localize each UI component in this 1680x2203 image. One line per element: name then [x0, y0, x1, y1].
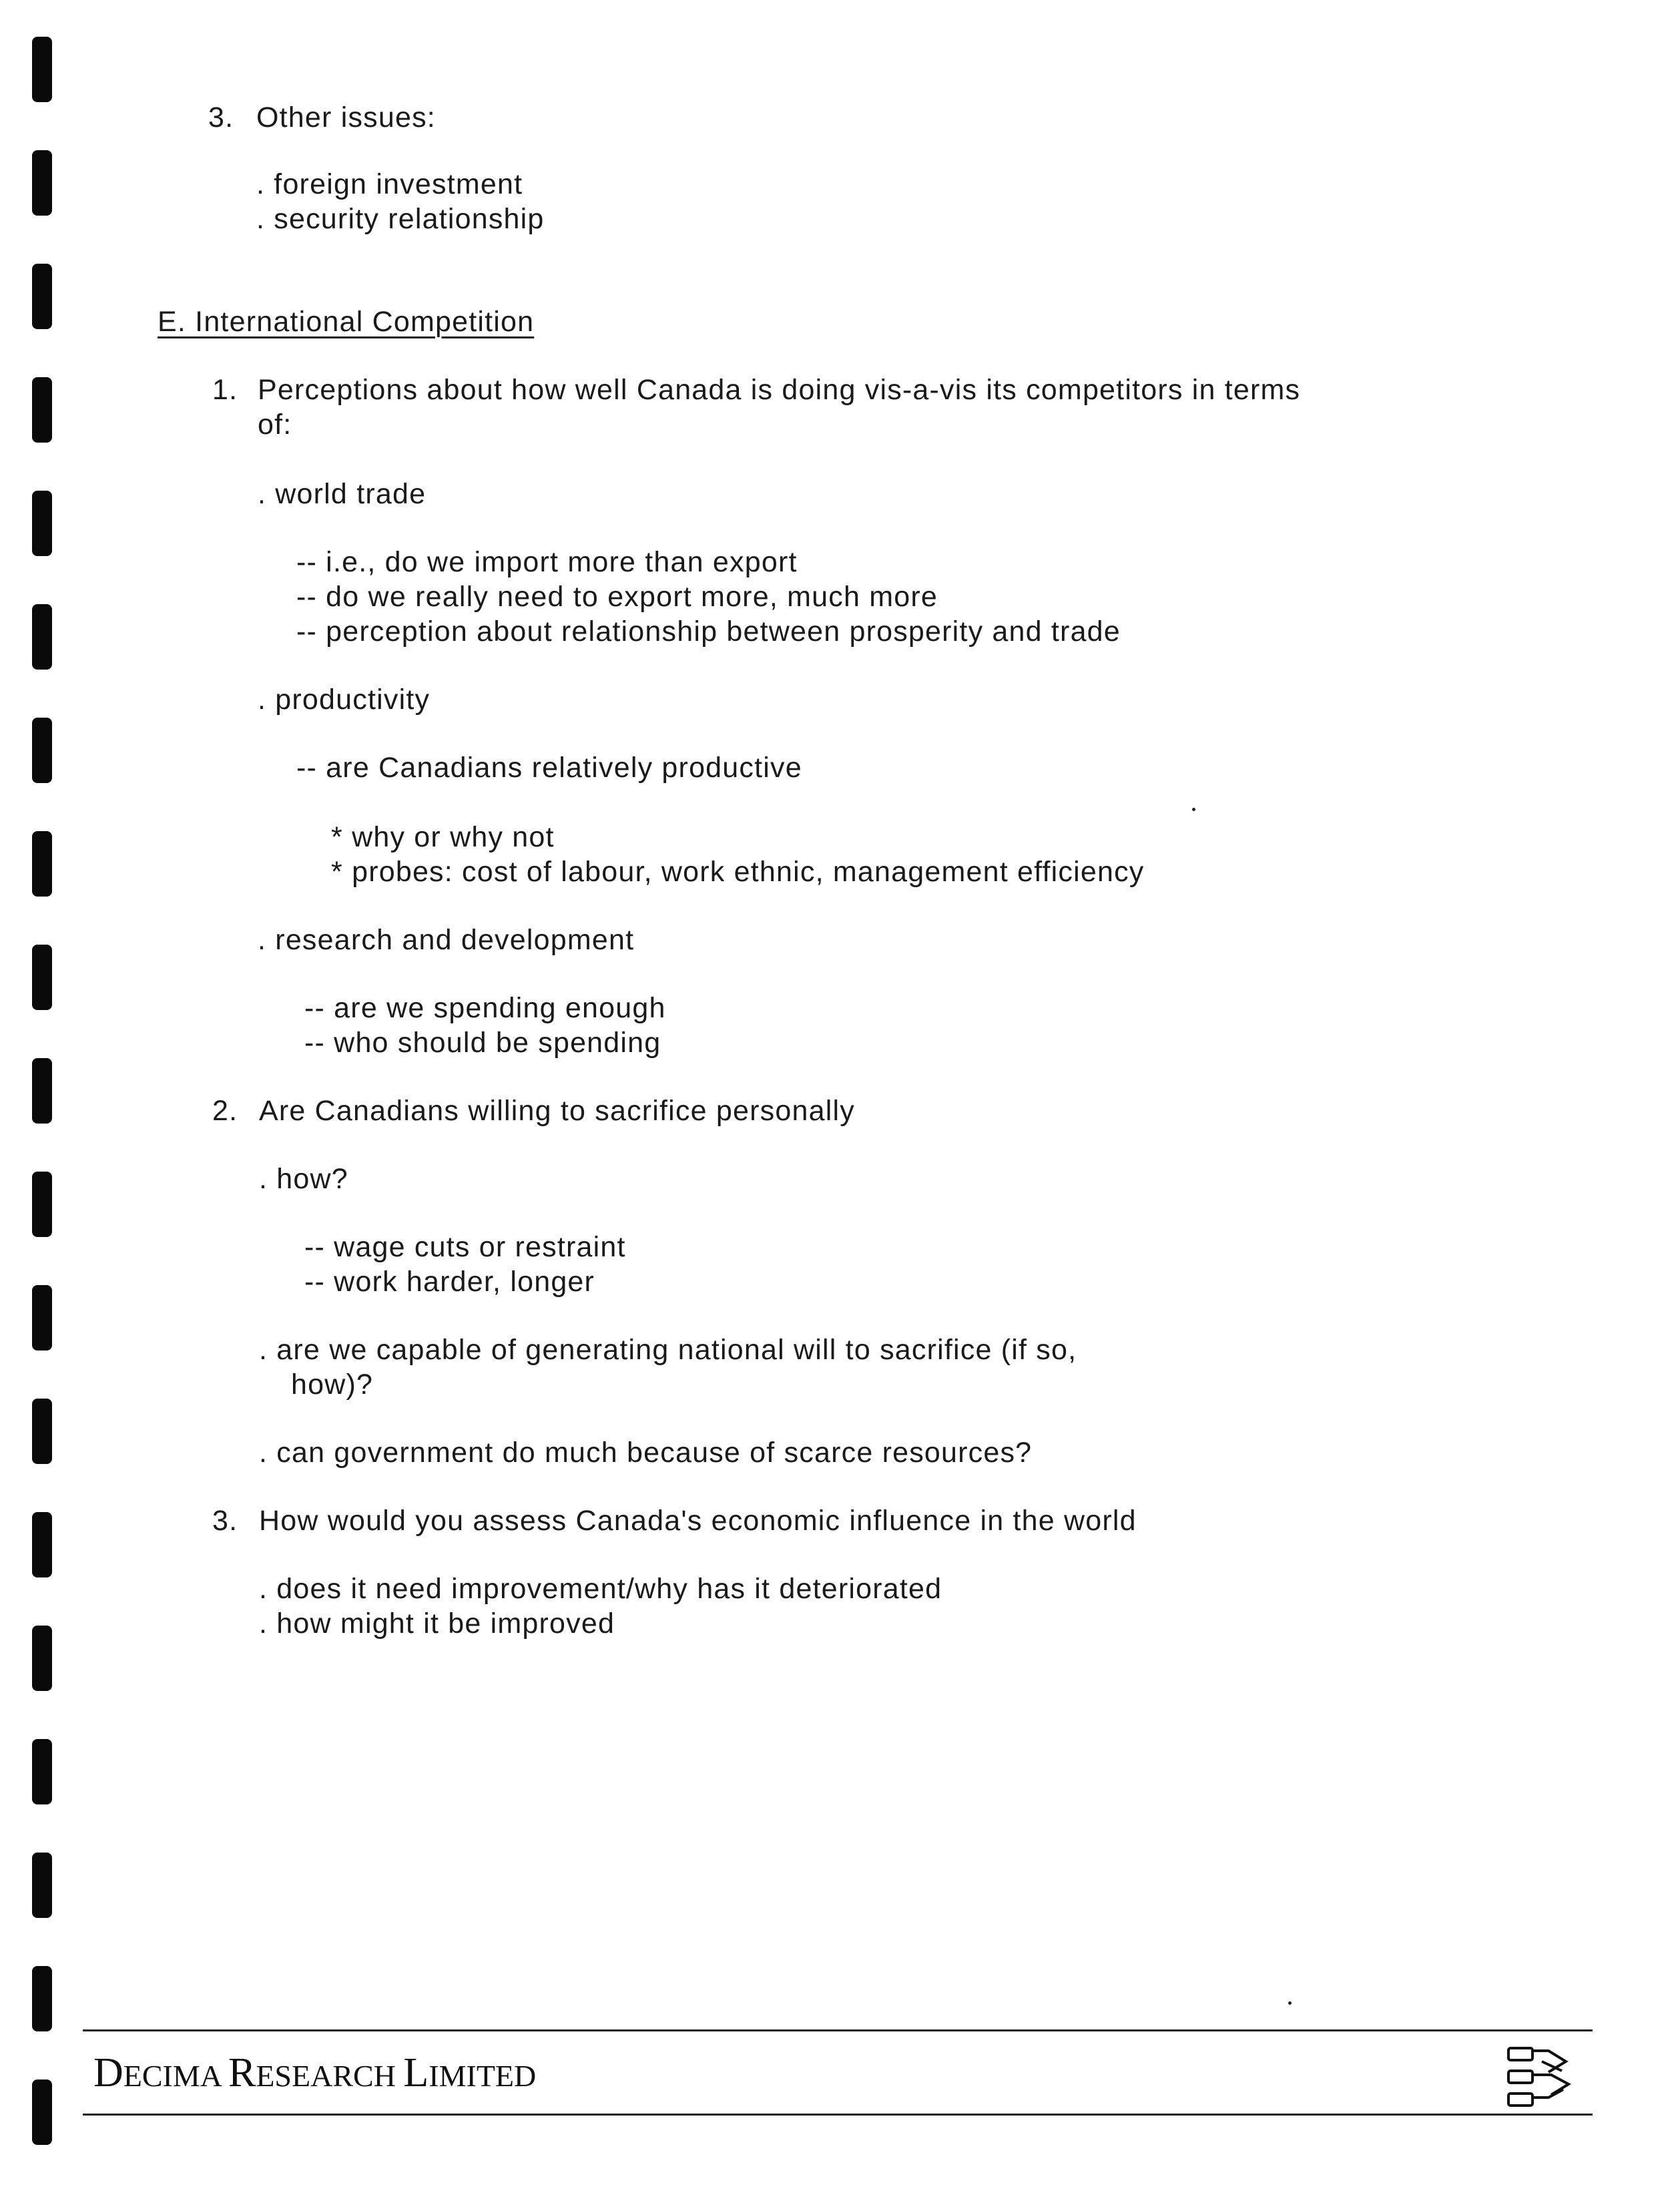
probe-item: * probes: cost of labour, work ethnic, management efficiency [331, 856, 1145, 888]
binding-mark [32, 1399, 52, 1464]
sub-item: -- work harder, longer [304, 1266, 595, 1298]
item-number: 3. [212, 1505, 238, 1537]
footer-initial: D [93, 2050, 123, 2096]
binding-mark [32, 491, 52, 556]
question-text: Are Canadians willing to sacrifice personally [259, 1095, 855, 1127]
question-text: of: [258, 409, 292, 441]
footer-small-caps: ECIMA [123, 2059, 228, 2093]
binding-mark [32, 1966, 52, 2031]
binding-mark [32, 377, 52, 443]
question-text: Perceptions about how well Canada is doing vis-a-vis its competitors in terms [258, 374, 1301, 406]
item-number: 3. [208, 101, 234, 134]
probe-item: * why or why not [331, 821, 555, 853]
bullet-item: . foreign investment [256, 168, 523, 200]
footer-small-caps: IMITED [429, 2059, 537, 2093]
binding-mark [32, 831, 52, 897]
binding-mark [32, 1058, 52, 1124]
bullet-item: . productivity [258, 684, 431, 716]
binding-mark [32, 604, 52, 670]
binding-mark [32, 150, 52, 216]
question-text: How would you assess Canada's economic influence in the world [259, 1505, 1137, 1537]
binding-mark [32, 1512, 52, 1577]
item-number: 2. [212, 1095, 238, 1127]
bullet-item: . how might it be improved [259, 1608, 615, 1640]
sub-item: -- wage cuts or restraint [304, 1231, 626, 1263]
heading-other-issues: Other issues: [256, 101, 436, 134]
sub-item: -- perception about relationship between prosperity and trade [296, 616, 1121, 648]
binding-mark [32, 264, 52, 329]
sub-item: -- do we really need to export more, much more [296, 581, 938, 613]
binding-mark [32, 1853, 52, 1918]
footer-small-caps: ESEARCH [256, 2059, 404, 2093]
section-heading: E. International Competition [158, 306, 535, 338]
binding-mark [32, 718, 52, 783]
bullet-item: . are we capable of generating national will to sacrifice (if so, [259, 1334, 1077, 1366]
footer-company-name [93, 2049, 536, 2100]
sub-item: -- are Canadians relatively productive [296, 752, 802, 784]
scan-speck [1288, 2001, 1292, 2005]
bullet-item: . can government do much because of scarce resources? [259, 1437, 1033, 1469]
bullet-item: how)? [291, 1369, 374, 1401]
bullet-item: . security relationship [256, 203, 545, 235]
binding-mark [32, 1172, 52, 1237]
footer-initial: L [403, 2050, 429, 2096]
binding-mark [32, 945, 52, 1010]
binding-mark [32, 2079, 52, 2145]
binding-mark [32, 1285, 52, 1351]
bullet-item: . how? [259, 1163, 348, 1195]
bullet-item: . world trade [258, 478, 427, 510]
footer-initial: R [228, 2050, 256, 2096]
bullet-item: . research and development [258, 924, 635, 956]
sub-item: -- are we spending enough [304, 992, 666, 1024]
binding-mark [32, 37, 52, 102]
bullet-item: . does it need improvement/why has it deteriorated [259, 1573, 942, 1605]
binding-mark [32, 1626, 52, 1691]
footer-rule-bottom [83, 2114, 1593, 2116]
footer-rule-top [83, 2029, 1593, 2031]
sub-item: -- who should be spending [304, 1027, 661, 1059]
decima-logo-icon [1502, 2041, 1582, 2112]
binding-mark [32, 1739, 52, 1804]
scan-speck [1192, 808, 1195, 811]
sub-item: -- i.e., do we import more than export [296, 546, 798, 578]
item-number: 1. [212, 374, 238, 406]
